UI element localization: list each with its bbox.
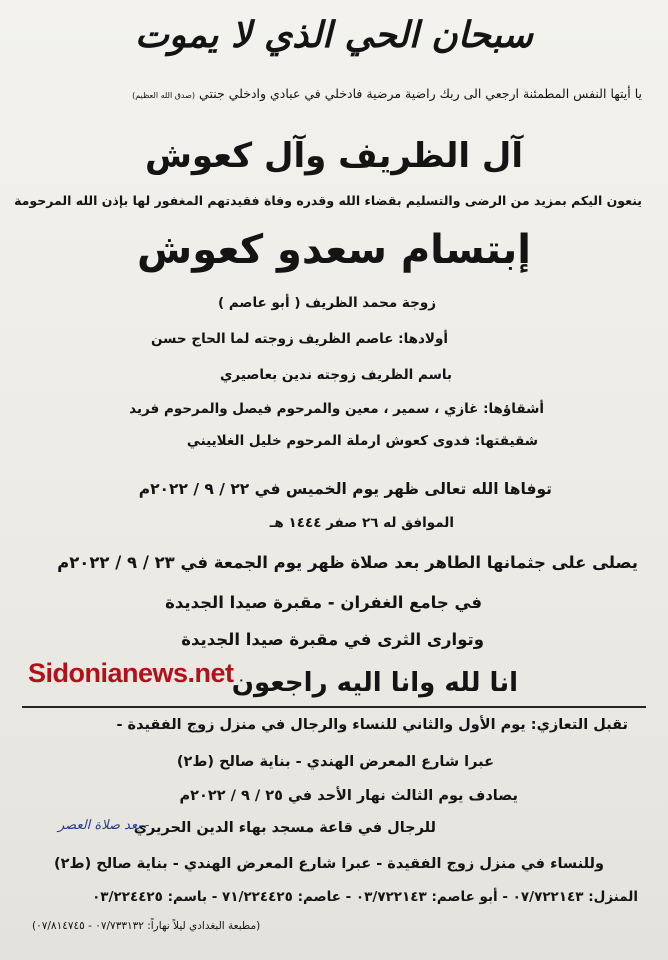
hijri-date: الموافق له ٢٦ صفر ١٤٤٤ هـ <box>269 515 454 531</box>
condolence-line-1: تقبل التعازي: يوم الأول والثاني للنساء والرجال في منزل زوج الفقيدة - <box>116 717 628 733</box>
condolence-line-2: عبرا شارع المعرض الهندي - بناية صالح (ط٢) <box>176 754 494 770</box>
handwritten-note: - بعد صلاة العصر <box>58 818 150 833</box>
calligraphy-header: سبحان الحي الذي لا يموت <box>135 14 533 56</box>
closing-verse: انا لله وانا اليه راجعون <box>231 668 518 698</box>
funeral-prayer: يصلى على جثمانها الطاهر بعد صلاة ظهر يوم الجمعة في ٢٣ / ٩ / ٢٠٢٢م <box>57 553 638 572</box>
condolence-line-3: يصادف يوم الثالث نهار الأحد في ٢٥ / ٩ / ٢٠٢٢م <box>179 788 518 804</box>
condolence-line-5: وللنساء في منزل زوج الفقيدة - عبرا شارع المعرض الهندي - بناية صالح (ط٢) <box>54 856 604 872</box>
verse-source: (صدق الله العظيم) <box>132 91 196 100</box>
printer-credit: (مطبعة البغدادي ليلاً نهاراً: ٠٧/٧٣٣١٣٢ - ٠٧/٨١٤٧٤٥) <box>32 920 261 932</box>
sister-line: شقيقتها: فدوى كعوش ارملة المرحوم خليل الغلاييني <box>186 433 538 449</box>
quran-verse <box>132 86 642 101</box>
deceased-name: إبتسام سعدو كعوش <box>137 227 531 273</box>
burial-line: وتوارى الثرى في مقبرة صيدا الجديدة <box>181 630 484 649</box>
family-name: آل الظريف وآل كعوش <box>144 136 524 176</box>
children-line-1: أولادها: عاصم الظريف زوجته لما الحاج حسن <box>151 331 448 347</box>
separator <box>22 706 646 708</box>
brothers-line: أشقاؤها: غازي ، سمير ، معين والمرحوم فيصل والمرحوم فريد <box>129 401 544 417</box>
contact-numbers: المنزل: ٠٧/٧٢٢١٤٣ - أبو عاصم: ٠٣/٧٢٢١٤٣ - عاصم: ٧١/٢٢٤٤٢٥ - باسم: ٠٣/٢٢٤٤٢٥ <box>92 889 638 905</box>
site-watermark: Sidonianews.net <box>28 658 234 688</box>
children-line-2: باسم الظريف زوجته ندين بعاصيري <box>220 367 452 383</box>
announcement-text: ينعون اليكم بمزيد من الرضى والتسليم بقضاء الله وقدره وفاة فقيدتهم المغفور لها بإذن الله المرحومة <box>14 193 642 208</box>
funeral-mosque: في جامع الغفران - مقبرة صيدا الجديدة <box>165 593 482 612</box>
condolence-line-4: للرجال في قاعة مسجد بهاء الدين الحريري <box>133 820 436 836</box>
death-date: توفاها الله تعالى ظهر يوم الخميس في ٢٢ / ٩ / ٢٠٢٢م <box>138 480 552 498</box>
verse-text: يا أيتها النفس المطمئنة ارجعي الى ربك راضية مرضية فادخلي في عبادي وادخلي جنتي <box>199 86 642 101</box>
husband-line: زوجة محمد الظريف ( أبو عاصم ) <box>217 295 436 311</box>
